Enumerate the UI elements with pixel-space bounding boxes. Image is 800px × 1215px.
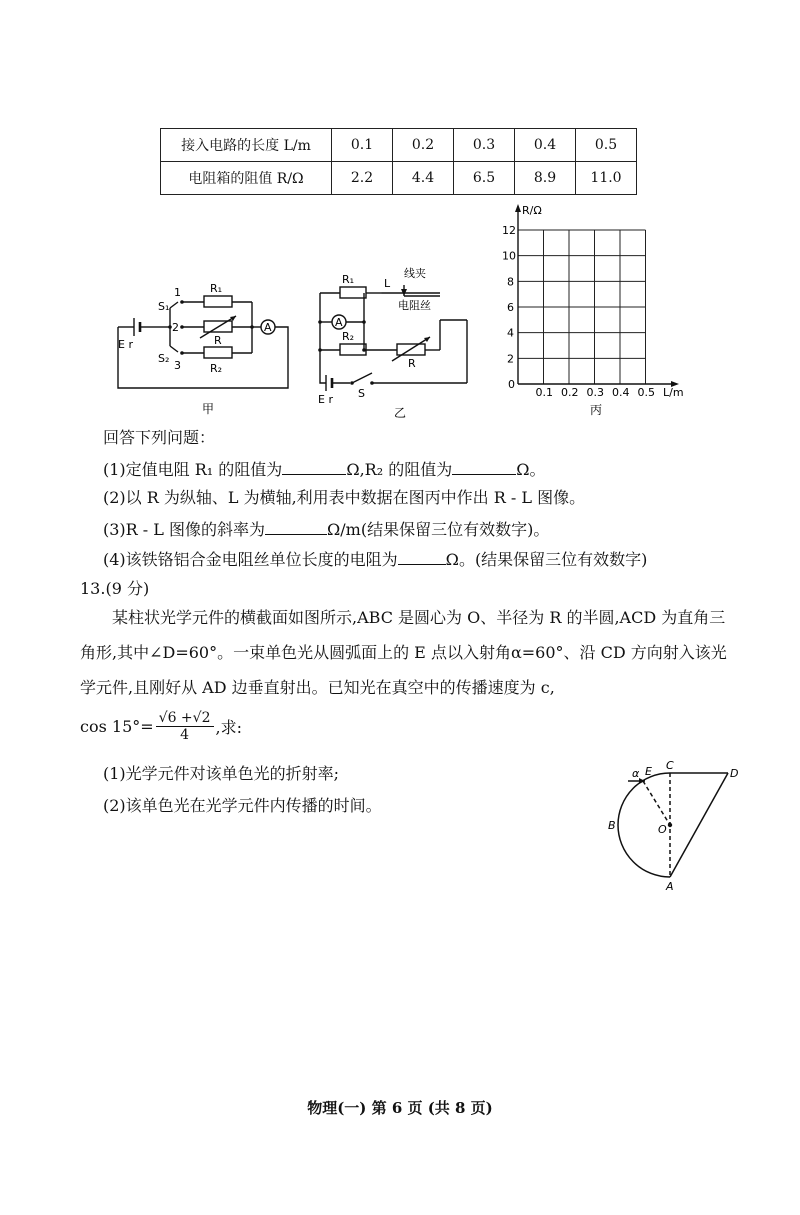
question-4: (4)该铁铬铝合金电阻丝单位长度的电阻为 Ω。(结果保留三位有效数字) bbox=[103, 550, 648, 569]
switch-s1-label: S₁ bbox=[158, 300, 170, 313]
point-o-label: O bbox=[658, 823, 667, 836]
x-tick-label: 0.4 bbox=[612, 386, 630, 399]
r-label: R bbox=[408, 357, 416, 370]
optics-diagram bbox=[600, 755, 750, 895]
figure-caption-bing: 丙 bbox=[590, 403, 603, 417]
figure-caption-yi: 乙 bbox=[394, 406, 407, 420]
battery-label: E r bbox=[118, 338, 133, 351]
table-cell: 0.5 bbox=[576, 129, 637, 162]
contact-3-label: 3 bbox=[174, 359, 181, 372]
table-cell: 0.3 bbox=[454, 129, 515, 162]
contact-1-label: 1 bbox=[174, 286, 181, 299]
answer-blank-slope[interactable] bbox=[265, 518, 327, 535]
wire-label: 电阻丝 bbox=[398, 299, 431, 312]
problem-13-sub-2: (2)该单色光在光学元件内传播的时间。 bbox=[103, 796, 382, 815]
y-tick-label: 10 bbox=[502, 249, 516, 263]
fraction-denominator: 4 bbox=[180, 727, 190, 743]
r1-label: R₁ bbox=[342, 273, 355, 286]
ammeter-label: A bbox=[264, 321, 272, 334]
graph-grid-bing bbox=[500, 200, 700, 422]
point-e-label: E bbox=[645, 765, 652, 778]
table-cell: 8.9 bbox=[515, 162, 576, 195]
point-d-label: D bbox=[730, 767, 739, 780]
y-tick-label: 8 bbox=[507, 275, 514, 289]
table-cell: 0.4 bbox=[515, 129, 576, 162]
table-cell: 2.2 bbox=[332, 162, 393, 195]
x-axis-label: L/m bbox=[663, 386, 684, 399]
circuit-diagram-yi bbox=[312, 265, 497, 420]
cos-formula: cos 15°= $\frac{√6 +√2}{4}$ ,求: bbox=[80, 710, 242, 743]
origin-label: 0 bbox=[508, 378, 515, 391]
answer-blank-r1[interactable] bbox=[282, 458, 346, 475]
length-label: L bbox=[384, 277, 391, 290]
x-tick-label: 0.5 bbox=[637, 386, 655, 399]
battery-label: E r bbox=[318, 393, 333, 406]
table-header-length: 接入电路的长度 L/m bbox=[161, 129, 332, 162]
page-footer: 物理(一) 第 6 页 (共 8 页) bbox=[307, 1099, 493, 1117]
y-tick-label: 6 bbox=[507, 301, 514, 314]
clip-label: 线夹 bbox=[404, 267, 426, 280]
data-table bbox=[160, 128, 637, 195]
point-a-label: A bbox=[666, 880, 674, 893]
figure-caption-jia: 甲 bbox=[202, 402, 215, 416]
fraction-numerator: √6 +√2 bbox=[156, 710, 214, 727]
table-cell: 11.0 bbox=[576, 162, 637, 195]
table-header-resistance: 电阻箱的阻值 R/Ω bbox=[161, 162, 332, 195]
r1-label: R₁ bbox=[210, 282, 223, 295]
problem-13-number: 13.(9 分) bbox=[80, 579, 150, 598]
circuit-diagram-jia bbox=[110, 280, 300, 420]
question-3: (3)R - L 图像的斜率为 Ω/m(结果保留三位有效数字)。 bbox=[103, 520, 550, 539]
problem-13-sub-1: (1)光学元件对该单色光的折射率; bbox=[103, 764, 340, 783]
table-cell: 4.4 bbox=[393, 162, 454, 195]
point-c-label: C bbox=[666, 759, 674, 772]
table-cell: 0.2 bbox=[393, 129, 454, 162]
angle-alpha-label: α bbox=[632, 767, 640, 780]
table-row bbox=[161, 162, 637, 195]
table-row bbox=[161, 129, 637, 162]
table-cell: 6.5 bbox=[454, 162, 515, 195]
r2-label: R₂ bbox=[210, 362, 223, 375]
contact-2-label: 2 bbox=[172, 321, 179, 334]
y-axis-label: R/Ω bbox=[522, 204, 542, 217]
question-1: (1)定值电阻 R₁ 的阻值为 Ω,R₂ 的阻值为 Ω。 bbox=[103, 460, 546, 479]
switch-s2-label: S₂ bbox=[158, 352, 170, 365]
r2-label: R₂ bbox=[342, 330, 355, 343]
y-tick-label: 2 bbox=[507, 352, 514, 366]
questions-intro: 回答下列问题： bbox=[103, 428, 216, 447]
ammeter-label: A bbox=[335, 316, 343, 329]
x-tick-label: 0.2 bbox=[561, 386, 579, 399]
answer-blank-r2[interactable] bbox=[452, 458, 516, 475]
y-tick-label: 4 bbox=[507, 326, 514, 340]
table-cell: 0.1 bbox=[332, 129, 393, 162]
x-tick-label: 0.3 bbox=[586, 386, 604, 399]
problem-13-text: 某柱状光学元件的横截面如图所示,ABC 是圆心为 O、半径为 R 的半圆,ACD 为直角三角形,其中∠D=60°。一束单色光从圆弧面上的 E 点以入射角α=60°、沿 CD 方向射入该光学元件,且刚好从 AD 边垂直射出。已知光在真空中的传播速度为 c, bbox=[80, 608, 727, 697]
r-label: R bbox=[214, 334, 222, 347]
answer-blank-unit-resistance[interactable] bbox=[398, 548, 446, 565]
y-tick-label: 12 bbox=[502, 224, 516, 237]
x-tick-label: 0.1 bbox=[535, 386, 553, 399]
question-2: (2)以 R 为纵轴、L 为横轴,利用表中数据在图丙中作出 R - L 图像。 bbox=[103, 488, 586, 507]
switch-label: S bbox=[358, 387, 365, 400]
point-b-label: B bbox=[608, 819, 616, 832]
